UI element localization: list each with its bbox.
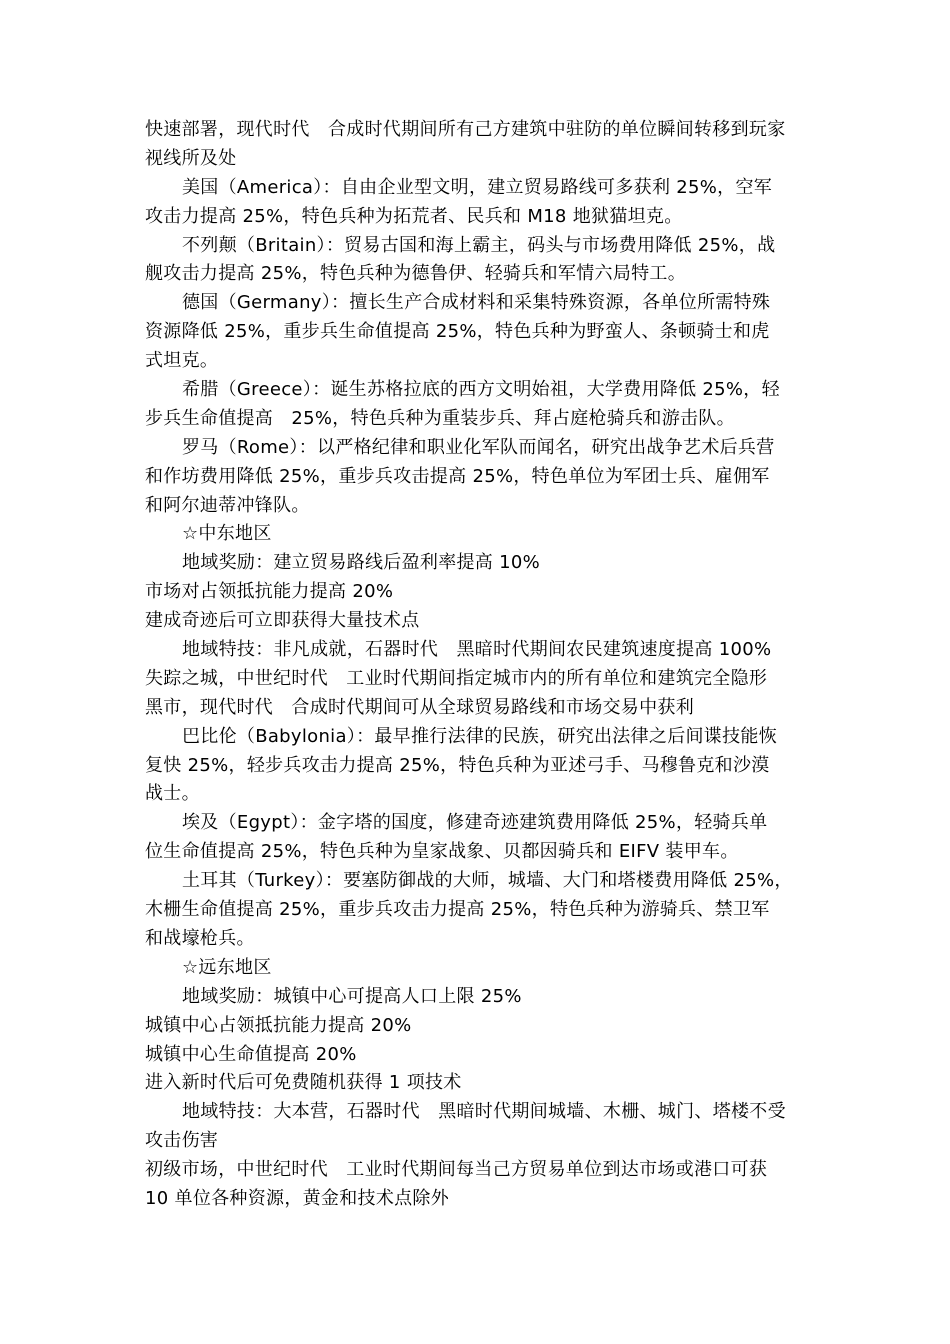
text-line: 希腊（Greece）：诞生苏格拉底的西方文明始祖，大学费用降低 25%，轻 [182,379,780,401]
text-line: 舰攻击力提高 25%，特色兵种为德鲁伊、轻骑兵和军情六局特工。 [145,263,687,285]
text-line: 攻击伤害 [145,1130,219,1152]
text-line: 地域奖励：城镇中心可提高人口上限 25% [182,985,522,1007]
text-line: 巴比伦（Babylonia）：最早推行法律的民族，研究出法律之后间谍技能恢 [182,725,778,747]
text-line: 战士。 [145,783,200,805]
text-line: 资源降低 25%，重步兵生命值提高 25%，特色兵种为野蛮人、条顿骑士和虎 [145,321,770,343]
text-line: 土耳其（Turkey）：要塞防御战的大师，城墙、大门和塔楼费用降低 25%， [182,870,793,892]
text-line: 美国（America）：自由企业型文明，建立贸易路线可多获利 25%，空军 [182,176,773,198]
document-body [145,116,810,1214]
text-line: 复快 25%，轻步兵攻击力提高 25%，特色兵种为亚述弓手、马穆鲁克和沙漠 [145,754,770,776]
text-line: 地域奖励：建立贸易路线后盈利率提高 10% [182,552,541,574]
text-line: 和作坊费用降低 25%，重步兵攻击提高 25%，特色单位为军团士兵、雇佣军 [145,465,770,487]
text-line: ☆中东地区 [182,523,272,545]
text-line: 和战壕枪兵。 [145,927,255,949]
text-line: 罗马（Rome）：以严格纪律和职业化军队而闻名，研究出战争艺术后兵营 [182,436,775,458]
text-line: ☆远东地区 [182,956,272,978]
text-line: 建成奇迹后可立即获得大量技术点 [145,610,420,632]
text-line: 德国（Germany）：擅长生产合成材料和采集特殊资源，各单位所需特殊 [182,292,771,314]
text-line: 城镇中心占领抵抗能力提高 20% [145,1014,412,1036]
text-line: 位生命值提高 25%，特色兵种为皇家战象、贝都因骑兵和 EIFV 装甲车。 [145,841,739,863]
text-line: 步兵生命值提高 25%，特色兵种为重装步兵、拜占庭枪骑兵和游击队。 [145,407,735,429]
text-line: 失踪之城，中世纪时代 工业时代期间指定城市内的所有单位和建筑完全隐形 [145,667,768,689]
text-line: 木栅生命值提高 25%，重步兵攻击力提高 25%，特色兵种为游骑兵、禁卫军 [145,899,770,921]
text-line: 攻击力提高 25%，特色兵种为拓荒者、民兵和 M18 地狱猫坦克。 [145,205,683,227]
text-line: 城镇中心生命值提高 20% [145,1043,357,1065]
text-line: 10 单位各种资源，黄金和技术点除外 [145,1187,450,1209]
text-line: 和阿尔迪蒂冲锋队。 [145,494,310,516]
text-line: 快速部署，现代时代 合成时代期间所有己方建筑中驻防的单位瞬间转移到玩家 [145,119,786,140]
text-line: 式坦克。 [145,350,219,372]
text-line: 初级市场，中世纪时代 工业时代期间每当己方贸易单位到达市场或港口可获 [145,1159,768,1181]
text-line: 市场对占领抵抗能力提高 20% [145,581,394,603]
text-line: 黑市，现代时代 合成时代期间可从全球贸易路线和市场交易中获利 [145,696,694,718]
text-line: 埃及（Egypt）：金字塔的国度，修建奇迹建筑费用降低 25%，轻骑兵单 [182,812,768,834]
text-line: 地域特技：大本营，石器时代 黑暗时代期间城墙、木栅、城门、塔楼不受 [182,1101,786,1123]
text-line: 进入新时代后可免费随机获得 1 项技术 [145,1072,462,1094]
text-line: 地域特技：非凡成就，石器时代 黑暗时代期间农民建筑速度提高 100% [182,639,772,661]
text-line: 不列颠（Britain）：贸易古国和海上霸主，码头与市场费用降低 25%，战 [182,234,776,256]
text-line: 视线所及处 [145,147,237,169]
